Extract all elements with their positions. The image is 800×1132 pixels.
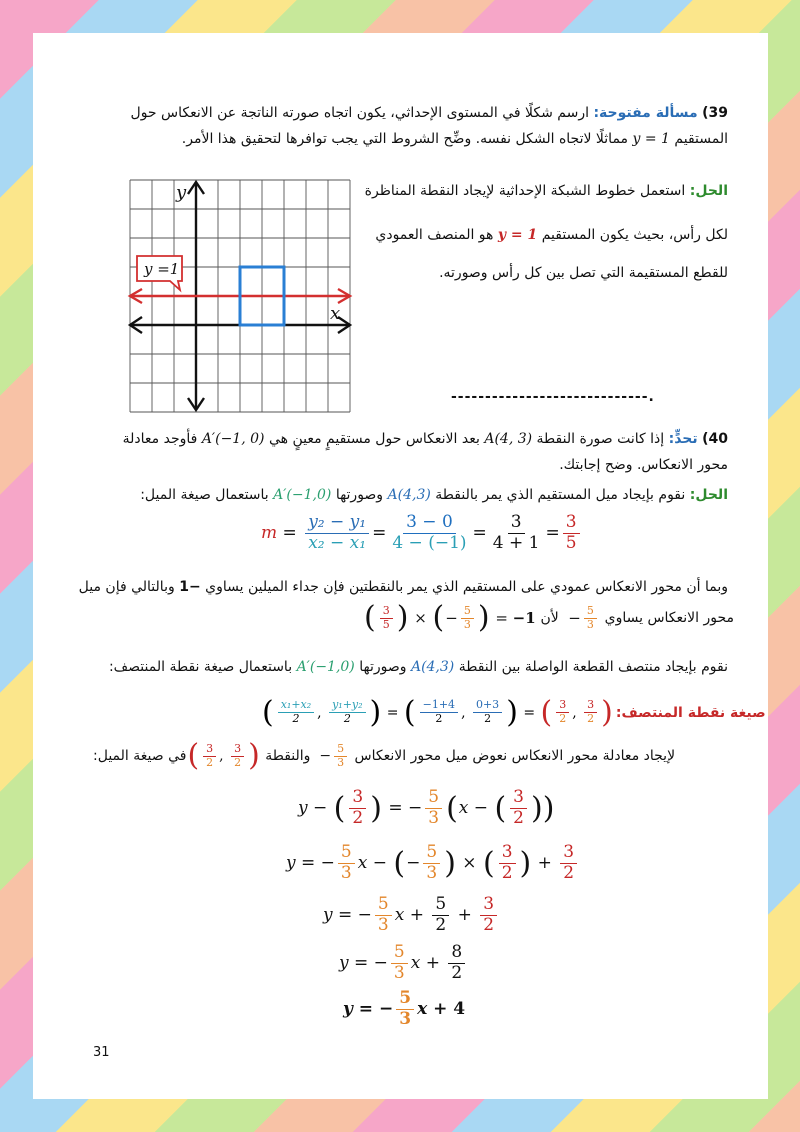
- lineeq-slope-den: 3: [337, 755, 345, 769]
- slope-symbol: m: [261, 523, 278, 544]
- q40-solution-label: الحل:: [689, 487, 728, 503]
- perp-result: −1: [512, 609, 536, 628]
- perp-frac2: [461, 605, 474, 631]
- q39-label: مسألة مفتوحة:: [593, 105, 698, 121]
- mid-sx-den: 2: [435, 712, 443, 725]
- q39-solution-text3: للقطع المستقيمة التي تصل بين كل رأس وصورته.: [439, 265, 728, 281]
- q39-text1: ارسم شكلًا في المستوى الإحداثي، يكون اتجاه صورته الناتجة عن الانعكاس حول: [130, 105, 589, 121]
- q40-intro-image: A′(−1,0): [273, 487, 332, 503]
- step2-slope: [338, 843, 355, 883]
- perp-frac1: [380, 605, 393, 631]
- q40-intro-c: باستعمال صيغة الميل:: [140, 487, 269, 503]
- midpoint-intro: [38, 657, 728, 677]
- mid-x-sub: [420, 699, 458, 725]
- midpoint-intro-a: نقوم بإيجاد منتصف القطعة الواصلة بين النقطة: [458, 659, 728, 675]
- q40-text1c: فأوجد معادلة: [122, 431, 198, 447]
- lineeq-point-x: [203, 743, 216, 769]
- midpoint-intro-b: وصورتها: [359, 659, 407, 675]
- step1-slope: [425, 788, 442, 828]
- mid-gy-num: y₁+y₂: [329, 699, 365, 713]
- step4-frac: [448, 943, 465, 983]
- perp-line2: ( $\frac{3}{5}$ ) × ( − $\frac{5}{3}$ ) = −1 لأن − $\frac{5}{3}$ محور الانعكاس يساوي: [364, 600, 735, 636]
- step3-frac1: [432, 895, 449, 935]
- perp-f2-den: 3: [463, 617, 471, 631]
- final-x: x: [417, 999, 428, 1020]
- q39-text2b: مماثلًا لاتجاه الشكل نفسه. وضِّح الشروط التي يجب توافرها لتحقيق هذا الأمر.: [181, 131, 629, 147]
- slope-result-den: 5: [565, 532, 577, 553]
- slope-result: [563, 513, 580, 553]
- step3-slope-den: 3: [377, 914, 389, 935]
- q39-number: 39): [702, 105, 728, 121]
- perp-text1b: وبالتالي فإن ميل: [78, 579, 175, 595]
- mid-sy-num: 0+3: [473, 699, 502, 713]
- q39-solution-text1: استعمل خطوط الشبكة الإحداثية لإيجاد النقطة المناظرة: [364, 183, 686, 199]
- y-axis-label: y: [176, 182, 187, 203]
- coordinate-grid-figure: [126, 176, 358, 416]
- step2-f-den: 2: [501, 862, 513, 883]
- step3-f1-den: 2: [435, 914, 447, 935]
- slope-fraction-general: [305, 513, 369, 553]
- mid-sy-den: 2: [484, 712, 492, 725]
- q39-solution-text2a: لكل رأس، بحيث يكون المستقيم: [541, 227, 728, 243]
- mid-gy-den: 2: [343, 712, 351, 725]
- mid-ry-den: 2: [587, 712, 595, 725]
- q39-solution-line1: [364, 181, 728, 201]
- step2-slope-den: 3: [340, 862, 352, 883]
- lineeq-slope-num: 5: [334, 743, 347, 757]
- slope-num-general: y₂ − y₁: [305, 513, 369, 534]
- step4-y: y: [339, 953, 349, 974]
- lineeq-intro-a: لإيجاد معادلة محور الانعكاس نعوض ميل محور الانعكاس: [354, 748, 676, 765]
- q40-text2: محور الانعكاس. وضح إجابتك.: [559, 457, 728, 473]
- q40-point-a-prime: A′(−1, 0): [201, 431, 265, 447]
- perp-slope-num: 5: [584, 605, 597, 619]
- equation-step-3: y = − $\frac{5}{3}$ x + $\frac{5}{2}$ + $\frac{3}{2}$: [323, 895, 500, 935]
- perp-because: لأن: [540, 610, 559, 627]
- solution-label: الحل:: [689, 183, 728, 199]
- step1-b-den: 2: [513, 807, 524, 828]
- final-slope: [396, 989, 414, 1029]
- step1-slope-num: 5: [425, 788, 442, 809]
- step4-slope-den: 3: [393, 962, 405, 983]
- step2-s2-den: 3: [426, 862, 438, 883]
- mid-rx-num: 3: [556, 699, 569, 713]
- midpoint-formula-label: صيغة نقطة المنتصف:: [615, 704, 766, 721]
- equation-final: y = − $\frac{5}{3}$ x + 4: [343, 988, 466, 1029]
- step2-add: [560, 843, 577, 883]
- step3-frac2: [480, 895, 497, 935]
- step2-frac: [499, 843, 516, 883]
- slope-den-general: x₂ − x₁: [308, 532, 367, 553]
- q40-solution-intro: [38, 485, 728, 505]
- mid-y-sub: [473, 699, 502, 725]
- midpoint-intro-c: باستعمال صيغة نقطة المنتصف:: [108, 659, 293, 675]
- q39-solution-line3: [398, 263, 728, 283]
- mid-y-general: [329, 699, 365, 725]
- mid-gx-den: 2: [292, 712, 300, 725]
- q39-solution-text2b: هو المنصف العمودي: [375, 227, 494, 243]
- q39-text2a: المستقيم: [674, 131, 728, 147]
- q40-text1b: بعد الانعكاس حول مستقيمٍ معينٍ هي: [268, 431, 480, 447]
- q39-line2: [108, 129, 728, 149]
- step1-b-num: 3: [510, 788, 527, 809]
- step1-frac-b: [510, 788, 527, 828]
- step3-f2-num: 3: [480, 895, 497, 916]
- final-constant: 4: [453, 999, 466, 1020]
- slope-formula: m = $\frac{\text{y₂ − y₁}}{\text{x₂ − x₁}}$ = $\frac{3 - 0}{4 - (-1)}$ = $\frac{3}{4 + 1}$ = $\frac{3}{5}$: [261, 513, 583, 553]
- callout-label: y =1: [144, 260, 180, 278]
- step4-f-num: 8: [448, 943, 465, 964]
- lineeq-px-den: 2: [206, 755, 214, 769]
- step1-frac-a: [349, 788, 366, 828]
- step4-slope-num: 5: [391, 943, 408, 964]
- midpoint-formula: ( $\frac{\text{x₁+x₂}}{2}$ , $\frac{\text{y₁+y₂}}{2}$ ) = ( $\frac{-1+4}{2}$ , $\frac{0+3}{2}$ ) = ( $\frac{3}{2}$ , $\frac{3}{2}$ ) صيغة نقطة المنتصف:: [262, 695, 766, 730]
- step4-x: x: [410, 953, 421, 974]
- q40-intro-point: A(4,3): [387, 487, 431, 503]
- step2-x: x: [357, 853, 368, 874]
- mid-sx-num: −1+4: [420, 699, 458, 713]
- step3-slope: [375, 895, 392, 935]
- step4-f-den: 2: [451, 962, 463, 983]
- lineeq-point-y: [231, 743, 244, 769]
- slope-result-num: 3: [563, 513, 580, 534]
- perp-minus-one: −1: [179, 579, 201, 595]
- midpoint-point-a: A(4,3): [410, 659, 455, 675]
- step2-s2-num: 5: [423, 843, 440, 864]
- step2-add-num: 3: [560, 843, 577, 864]
- q39-solution-line2: [375, 225, 728, 245]
- slope-num-simple: 3: [508, 513, 525, 534]
- step1-x: x: [458, 798, 469, 819]
- equation-step-2: y = − $\frac{5}{3}$ x − ( − $\frac{5}{3}$ ) × ( $\frac{3}{2}$ ) + $\frac{3}{2}$: [286, 843, 580, 883]
- step2-slope-num: 5: [338, 843, 355, 864]
- perp-f1-den: 5: [382, 617, 390, 631]
- step3-f1-num: 5: [432, 895, 449, 916]
- final-slope-num: 5: [396, 989, 414, 1010]
- step3-x: x: [394, 905, 405, 926]
- equation-step-1: y − ( $\frac{3}{2}$ ) = − $\frac{5}{3}$ ( x − ( $\frac{3}{2}$ )): [298, 787, 555, 828]
- step2-y: y: [286, 853, 296, 874]
- lineeq-intro-c: في صيغة الميل:: [93, 748, 187, 765]
- step2-add-den: 2: [563, 862, 575, 883]
- lineeq-py-den: 2: [234, 755, 242, 769]
- slope-num-sub: 3 − 0: [403, 513, 456, 534]
- equation-step-4: y = − $\frac{5}{3}$ x + $\frac{8}{2}$: [339, 943, 468, 983]
- step1-a-den: 2: [352, 807, 364, 828]
- perp-slope-den: 3: [586, 617, 594, 631]
- step1-slope-den: 3: [428, 807, 440, 828]
- final-slope-den: 3: [399, 1008, 412, 1029]
- perp-slope-frac: [584, 605, 597, 631]
- slope-fraction-simple: [490, 513, 543, 553]
- perp-text1a: وبما أن محور الانعكاس عمودي على المستقيم الذي يمر بالنقطتين فإن جداء الميلين يساوي: [205, 579, 728, 595]
- step3-slope-num: 5: [375, 895, 392, 916]
- mid-rx-den: 2: [559, 712, 567, 725]
- q40-text1a: إذا كانت صورة النقطة: [536, 431, 665, 447]
- line-eq-intro: في صيغة الميل: ( $\frac{3}{2}$ , $\frac{3}{2}$ ) والنقطة − $\frac{5}{3}$ لإيجاد معادلة محور الانعكاس نعوض ميل محور الانعكاس: [93, 738, 676, 774]
- lineeq-px-num: 3: [203, 743, 216, 757]
- step3-y: y: [323, 905, 333, 926]
- step1-y: y: [298, 798, 308, 819]
- lineeq-slope: [334, 743, 347, 769]
- q40-intro-a: نقوم بإيجاد ميل المستقيم الذي يمر بالنقطة: [435, 487, 686, 503]
- final-y: y: [343, 999, 353, 1020]
- x-axis-label: x: [330, 303, 341, 324]
- step2-slope2: [423, 843, 440, 883]
- q40-intro-b: وصورتها: [335, 487, 384, 503]
- lineeq-py-num: 3: [231, 743, 244, 757]
- slope-fraction-sub: [389, 513, 469, 553]
- step2-f-num: 3: [499, 843, 516, 864]
- mid-x-result: [556, 699, 569, 725]
- answer-dashes: -----------------------------.: [451, 389, 655, 405]
- step3-f2-den: 2: [483, 914, 495, 935]
- worksheet-page: [33, 33, 768, 1099]
- perp-f2-num: 5: [461, 605, 474, 619]
- perp-text2: محور الانعكاس يساوي: [604, 610, 735, 627]
- q40-label: تحدٍّ:: [668, 431, 698, 447]
- mid-gx-num: x₁+x₂: [278, 699, 314, 713]
- q40-number: 40): [702, 431, 728, 447]
- slope-den-simple: 4 + 1: [492, 532, 540, 553]
- perp-f1-num: 3: [380, 605, 393, 619]
- lineeq-intro-b: والنقطة: [265, 748, 311, 765]
- mid-x-general: [278, 699, 314, 725]
- q40-line2: [78, 455, 728, 475]
- q40-point-a: A(4, 3): [484, 431, 533, 447]
- q39-equation: y = 1: [632, 131, 670, 147]
- step1-a-num: 3: [349, 788, 366, 809]
- q39-line1: [108, 103, 728, 123]
- midpoint-point-a-prime: A′(−1,0): [296, 659, 355, 675]
- q40-line1: [78, 429, 728, 449]
- mid-ry-num: 3: [584, 699, 597, 713]
- mid-y-result: [584, 699, 597, 725]
- step4-slope: [391, 943, 408, 983]
- q39-solution-eq: y = 1: [497, 227, 538, 243]
- slope-den-sub: 4 − (−1): [392, 532, 467, 553]
- page-number: 31: [93, 1045, 110, 1060]
- perp-line1: [38, 577, 728, 597]
